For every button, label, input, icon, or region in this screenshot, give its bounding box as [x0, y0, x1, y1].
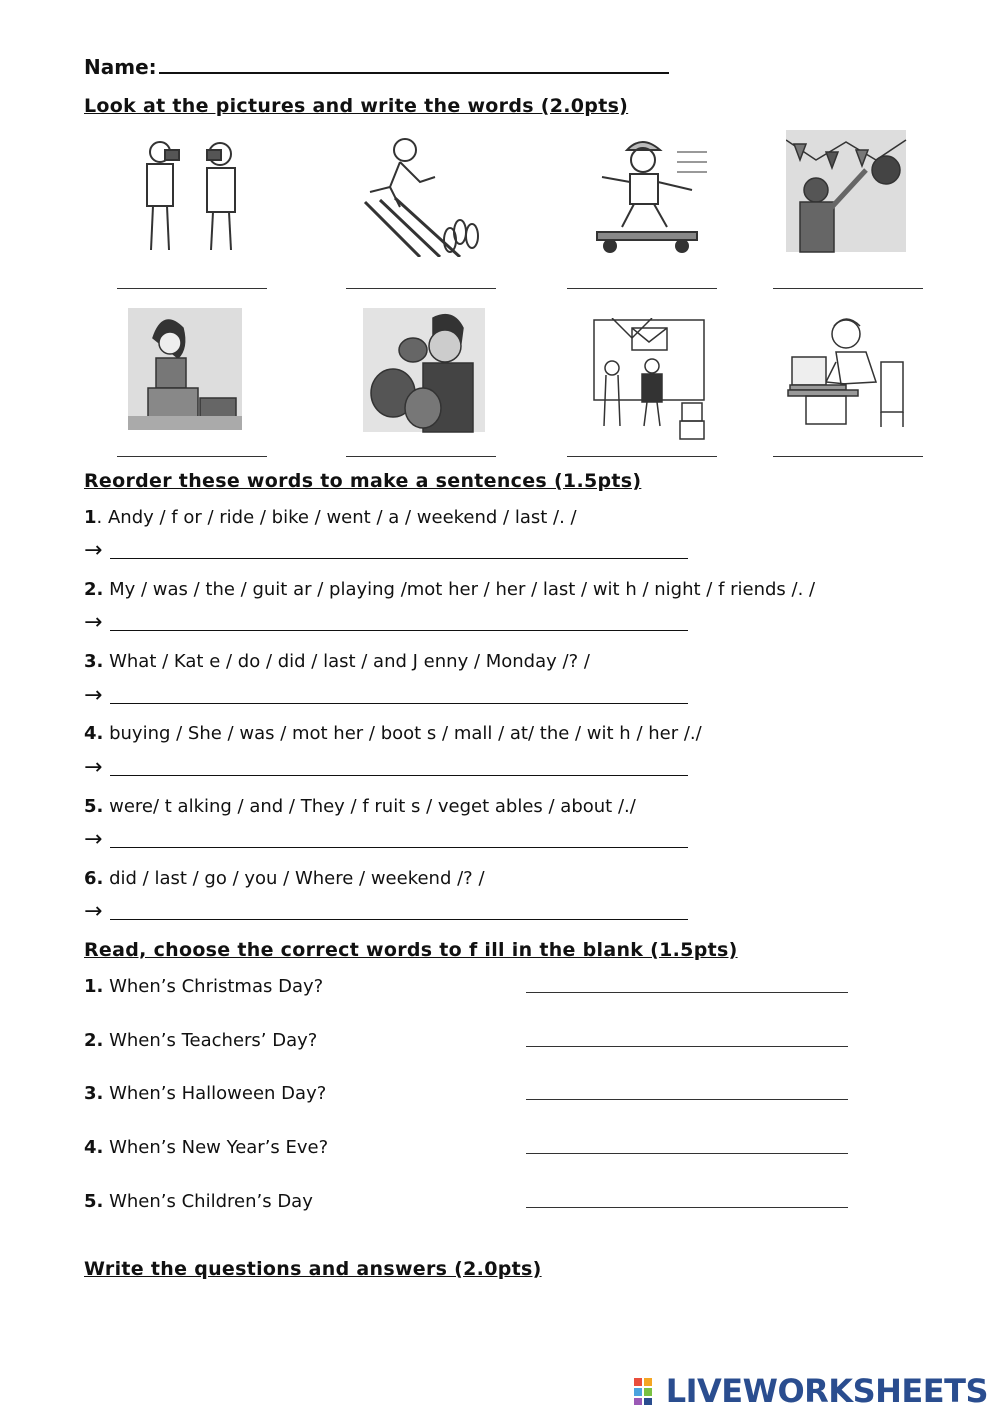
- arrow-icon: →: [84, 610, 103, 635]
- section1-title: Look at the pictures and write the words (2.0pts): [84, 95, 629, 117]
- answer-line[interactable]: [110, 847, 688, 848]
- answer-line[interactable]: [110, 558, 688, 559]
- arrow-icon: →: [84, 899, 103, 924]
- answer-row[interactable]: [84, 827, 102, 852]
- item-number: 3.: [84, 1083, 104, 1104]
- section4-title: Write the questions and answers (2.0pts): [84, 1258, 542, 1280]
- wrapping-gifts-icon: [128, 308, 242, 433]
- liveworksheets-logo-icon: [634, 1376, 662, 1406]
- name-label: Name:: [84, 55, 157, 79]
- post-office-icon: [592, 318, 722, 443]
- answer-line[interactable]: [567, 456, 717, 457]
- question-item: [84, 1030, 317, 1051]
- item-number: 4.: [84, 723, 104, 744]
- reorder-item: [84, 651, 590, 672]
- answer-line[interactable]: [526, 1153, 848, 1154]
- answer-row[interactable]: [84, 538, 102, 563]
- reorder-item: [84, 579, 815, 600]
- answer-line[interactable]: [117, 288, 267, 289]
- section2-title: Reorder these words to make a sentences (1.5pts): [84, 470, 642, 492]
- answer-row[interactable]: [84, 755, 102, 780]
- answer-line[interactable]: [773, 456, 923, 457]
- decorating-icon: [786, 130, 916, 255]
- answer-line[interactable]: [110, 775, 688, 776]
- item-text: My / was / the / guit ar / playing /mot her / her / last / wit h / night / f riends /. /: [103, 579, 816, 600]
- item-text: What / Kat e / do / did / last / and J enny / Monday /? /: [103, 651, 590, 672]
- item-text: did / last / go / you / Where / weekend /? /: [103, 868, 485, 889]
- arrow-icon: →: [84, 827, 103, 852]
- answer-line[interactable]: [526, 992, 848, 993]
- skateboarding-icon: [582, 132, 712, 257]
- question-item: [84, 1083, 326, 1104]
- bowling-icon: [360, 132, 490, 257]
- question-item: [84, 1137, 328, 1158]
- item-text: buying / She / was / mot her / boot s / mall / at/ the / wit h / her /./: [103, 723, 702, 744]
- arrow-icon: →: [84, 755, 103, 780]
- answer-line[interactable]: [110, 703, 688, 704]
- section3-title: Read, choose the correct words to f ill in the blank (1.5pts): [84, 939, 738, 961]
- answer-line[interactable]: [526, 1046, 848, 1047]
- item-text: When’s Christmas Day?: [103, 976, 324, 997]
- question-item: [84, 976, 323, 997]
- item-number: 6.: [84, 868, 104, 889]
- item-number: 3.: [84, 651, 104, 672]
- item-number: 1.: [84, 976, 104, 997]
- answer-line[interactable]: [346, 288, 496, 289]
- item-text: . Andy / f or / ride / bike / went / a / weekend / last /. /: [96, 507, 577, 528]
- item-text: When’s New Year’s Eve?: [103, 1137, 329, 1158]
- item-number: 5.: [84, 1191, 104, 1212]
- arrow-icon: →: [84, 538, 103, 563]
- answer-line[interactable]: [773, 288, 923, 289]
- item-text: were/ t alking / and / They / f ruit s / veget ables / about /./: [103, 796, 636, 817]
- item-text: When’s Teachers’ Day?: [103, 1030, 318, 1051]
- answer-line[interactable]: [567, 288, 717, 289]
- answer-line[interactable]: [110, 919, 688, 920]
- answer-row[interactable]: [84, 899, 102, 924]
- reorder-item: [84, 723, 702, 744]
- answer-line[interactable]: [526, 1099, 848, 1100]
- item-number: 2.: [84, 579, 104, 600]
- answer-line[interactable]: [110, 630, 688, 631]
- item-text: When’s Halloween Day?: [103, 1083, 327, 1104]
- reorder-item: [84, 868, 485, 889]
- logo-text: LIVEWORKSHEETS: [665, 1372, 988, 1410]
- answer-line[interactable]: [117, 456, 267, 457]
- answer-row[interactable]: [84, 683, 102, 708]
- computer-icon: [786, 312, 916, 437]
- question-item: [84, 1191, 313, 1212]
- item-number: 1: [84, 507, 97, 528]
- name-field[interactable]: [84, 54, 669, 79]
- balloons-icon: [363, 308, 485, 433]
- taking-photos-icon: [125, 132, 255, 257]
- item-text: When’s Children’s Day: [103, 1191, 313, 1212]
- answer-line[interactable]: [526, 1207, 848, 1208]
- item-number: 5.: [84, 796, 104, 817]
- name-blank[interactable]: [159, 54, 669, 74]
- item-number: 4.: [84, 1137, 104, 1158]
- answer-row[interactable]: [84, 610, 102, 635]
- reorder-item: [84, 507, 577, 528]
- arrow-icon: →: [84, 683, 103, 708]
- item-number: 2.: [84, 1030, 104, 1051]
- reorder-item: [84, 796, 636, 817]
- answer-line[interactable]: [346, 456, 496, 457]
- liveworksheets-logo: [634, 1372, 988, 1410]
